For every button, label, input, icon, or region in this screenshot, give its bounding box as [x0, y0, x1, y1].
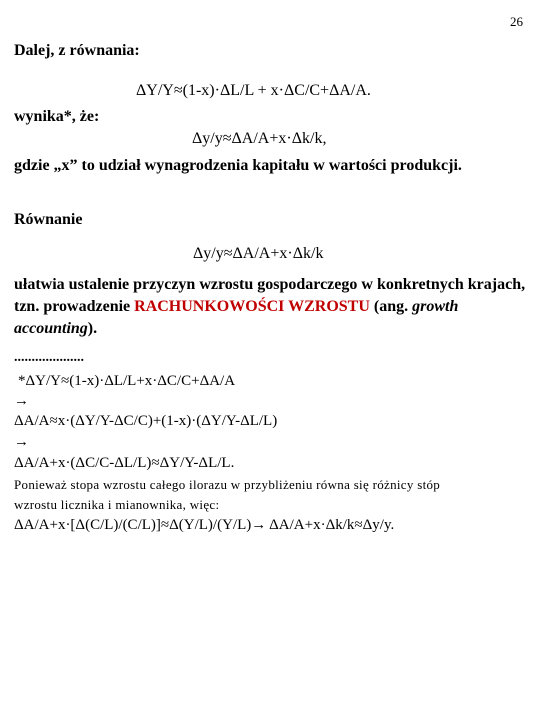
- note-line-1: Ponieważ stopa wzrostu całego ilorazu w przybliżeniu równa się różnicy stóp: [14, 477, 441, 492]
- derivation-line-1: *ΔY/Y≈(1-x)·ΔL/L+x·ΔC/C+ΔA/A: [18, 373, 236, 389]
- result-label: wynika*, że:: [14, 108, 100, 125]
- english-term: growth accounting: [14, 298, 459, 337]
- derivation-arrow-1: →: [14, 393, 29, 409]
- page-number: 26: [510, 14, 523, 29]
- paragraph-text-before: ułatwia ustalenie przyczyn wzrostu gospodarczego w konkretnych krajach, tzn. prowadzenie: [14, 276, 526, 315]
- derivation-line-2: ΔA/A≈x·(ΔY/Y-ΔC/C)+(1-x)·(ΔY/Y-ΔL/L): [14, 413, 278, 429]
- growth-accounting-highlight: RACHUNKOWOŚCI WZROSTU: [134, 298, 370, 315]
- intro-text: Dalej, z równania:: [14, 42, 140, 59]
- equation-2: Δy/y≈ΔA/A+x·Δk/k,: [192, 130, 327, 147]
- accounting-paragraph: [14, 274, 529, 340]
- explanation-text: gdzie „x” to udział wynagrodzenia kapitału w wartości produkcji.: [14, 157, 462, 174]
- separator-dots: ....................: [14, 350, 84, 365]
- derivation-line-3: ΔA/A+x·(ΔC/C-ΔL/L)≈ΔY/Y-ΔL/L.: [14, 455, 235, 471]
- paragraph-text-middle: (ang.: [369, 298, 413, 315]
- equation-1: ΔY/Y≈(1-x)·ΔL/L + x·ΔC/C+ΔA/A.: [136, 82, 371, 99]
- note-line-2: wzrostu licznika i mianownika, więc:: [14, 497, 220, 512]
- paragraph-text-after: ).: [87, 320, 98, 337]
- final-equation: ΔA/A+x·[Δ(C/L)/(C/L)]≈Δ(Y/L)/(Y/L)→ ΔA/A+x·Δk/k≈Δy/y.: [14, 517, 395, 533]
- derivation-arrow-2: →: [14, 434, 29, 450]
- equation-heading: Równanie: [14, 211, 83, 228]
- equation-3: Δy/y≈ΔA/A+x·Δk/k: [193, 245, 324, 262]
